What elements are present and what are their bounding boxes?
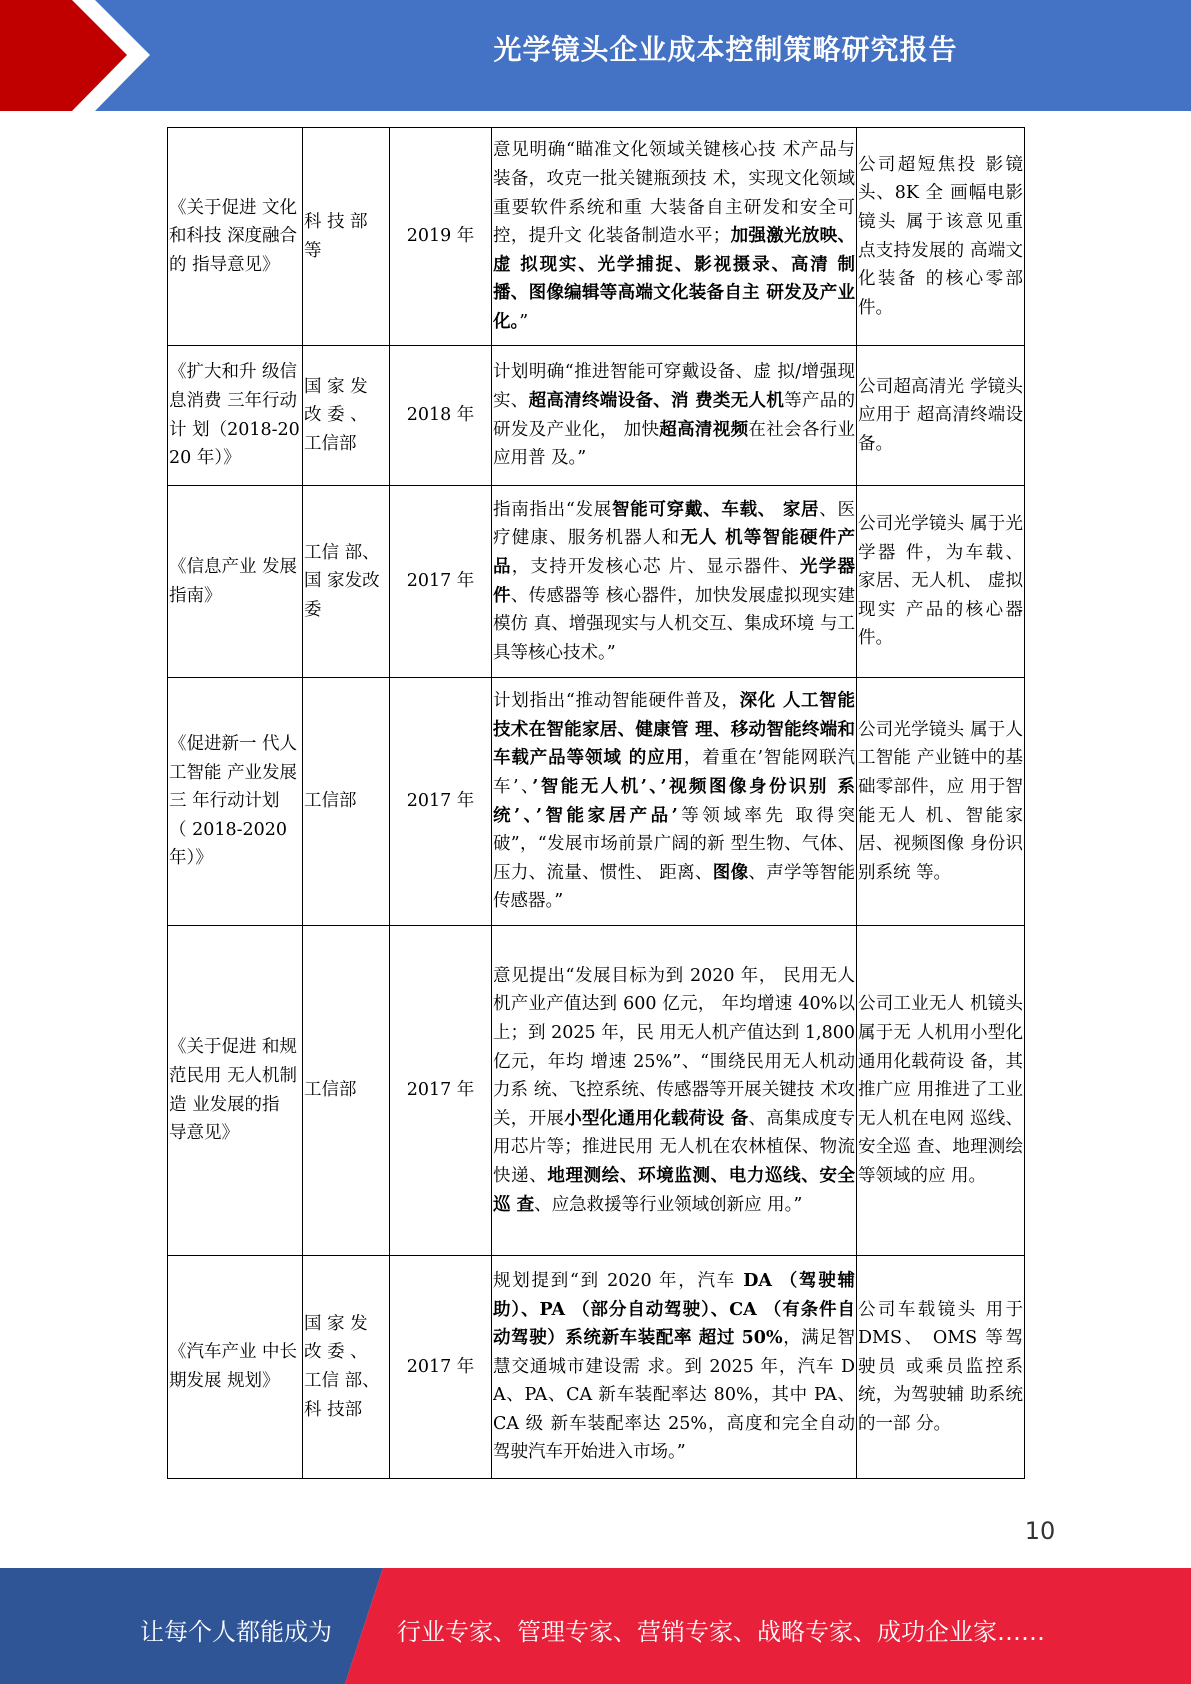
text-segment: ，支持开发核心芯 片、显示器件、 — [511, 556, 800, 577]
issuing-dept-cell: 工信 部、国 家发改 委 — [303, 486, 390, 678]
text-segment: 、声学等智能传感器。” — [493, 862, 856, 912]
issuing-dept-cell: 国 家 发 改 委 、 工信部 — [303, 346, 390, 486]
page-number: 10 — [1024, 1517, 1056, 1545]
policy-name-cell: 《信息产业 发展指南》 — [168, 486, 303, 678]
policy-content-cell — [492, 128, 857, 346]
year-cell: 2017 年 — [390, 926, 492, 1256]
policy-content-cell — [492, 926, 857, 1256]
header-arrow-icon — [0, 0, 160, 111]
text-segment: 等领域率先 取得突破”，“发展市场前景广阔的新 型生物、气体、压力、流量、惯性、 距离、 — [493, 805, 856, 883]
bold-text-segment: 智能可穿戴、车载、 家居 — [612, 499, 820, 520]
policy-content-cell — [492, 346, 857, 486]
policy-name-cell: 《促进新一 代人工智能 产业发展三 年行动计划 （ 2018-2020 年）》 — [168, 678, 303, 926]
text-segment: 指南指出“发展 — [493, 499, 613, 520]
year-cell: 2017 年 — [390, 678, 492, 926]
footer-slogan-right: 行业专家、管理专家、营销专家、战略专家、成功企业家…… — [397, 1618, 1045, 1646]
bold-text-segment: 超高清视频 — [659, 419, 749, 440]
bold-text-segment: 无人 机等智能硬件产品 — [493, 528, 856, 577]
page-footer — [0, 1568, 1191, 1684]
text-segment: 、高集成度专用芯片等；推进民用 无人机在农林植保、物流快递、 — [493, 1108, 856, 1186]
text-segment: 计划明确“推进智能可穿戴设备、虚 拟/增强现实、 — [493, 362, 855, 411]
table-row — [168, 926, 1025, 1256]
text-segment: 计划指出“推动智能硬件普及， — [493, 691, 740, 712]
bold-text-segment: 超高清终端设备、消 费类无人机 — [528, 390, 785, 411]
text-segment: 、应急救援等行业领域创新应 用。” — [534, 1194, 803, 1215]
policy-name-cell: 《关于促进 和规范民用 无人机制造 业发展的指 导意见》 — [168, 926, 303, 1256]
table-row — [168, 678, 1025, 926]
policy-content-cell — [492, 486, 857, 678]
bold-text-segment: 光学器件 — [493, 556, 856, 606]
issuing-dept-cell: 国 家 发 改 委 、 工信 部、 科 技部 — [303, 1256, 390, 1479]
company-relevance-cell: 公司光学镜头 属于人工智能 产业链中的基 础零部件，应 用于智能无人 机、智能家居、视频图像 身份识别系统 等。 — [857, 678, 1025, 926]
table-row — [168, 1256, 1025, 1479]
text-segment: 、医疗健康、服务机器人和 — [493, 499, 856, 549]
bold-text-segment: DA （驾驶辅助）、PA （部分自动驾驶）、CA （有条件自动驾驶）系统新车装配率 超过 50% — [493, 1270, 855, 1349]
table-row — [168, 128, 1025, 346]
year-cell: 2017 年 — [390, 1256, 492, 1479]
table-row — [168, 486, 1025, 678]
bold-text-segment: 图像 — [712, 862, 749, 883]
policy-content-cell — [492, 678, 857, 926]
page-header — [0, 0, 1191, 111]
report-title: 光学镜头企业成本控制策略研究报告 — [493, 33, 958, 66]
text-segment: ” — [519, 311, 529, 332]
table-row — [168, 346, 1025, 486]
policy-name-cell: 《关于促进 文化和科技 深度融合的 指导意见》 — [168, 128, 303, 346]
policy-table — [167, 127, 1025, 1479]
bold-text-segment: 小型化通用化载荷设 备 — [564, 1108, 749, 1129]
bold-text-segment: ’智能无人机’、’视频图像身份识别 系统’、’智能家居产品’ — [493, 776, 855, 826]
text-segment: 在社会各行业应用普 及。” — [493, 419, 855, 469]
bold-text-segment: 加强激光放映、虚 拟现实、光学捕捉、影视摄录、高清 制播、图像编辑等高端文化装备自主 研发及产业化。 — [493, 226, 856, 332]
text-segment: 、传感器等 核心器件，加快发展虚拟现实建模仿 真、增强现实与人机交互、集成环境 与工具等核心技术。” — [493, 585, 856, 663]
text-segment: ，满足智慧交通城市建设需 求。到 2025 年，汽车 DA、PA、CA 新车装配率达 80%，其中 PA、CA 级 新车装配率达 25%，高度和完全自动 驾驶汽车开始进入市场。” — [493, 1328, 855, 1463]
policy-name-cell: 《汽车产业 中长期发展 规划》 — [168, 1256, 303, 1479]
issuing-dept-cell: 工信部 — [303, 926, 390, 1256]
bold-text-segment: 深化 人工智能技术在智能家居、健康管 理、移动智能终端和车载产品等领域 的应用 — [493, 691, 856, 769]
company-relevance-cell: 公司车载镜头 用于 DMS、 OMS 等驾驶员 或乘员监控系 统，为驾驶辅 助系统的一部 分。 — [857, 1256, 1025, 1479]
company-relevance-cell: 公司光学镜头 属于光学器 件，为车载、 家居、无人机、 虚拟现实 产品的核心器 件。 — [857, 486, 1025, 678]
footer-slogan-left: 让每个人都能成为 — [140, 1618, 332, 1646]
year-cell: 2018 年 — [390, 346, 492, 486]
text-segment: 意见明确“瞄准文化领域关键核心技 术产品与装备，攻克一批关键瓶颈技 术，实现文化领域重要软件系统和重 大装备自主研发和安全可控，提升文 化装备制造水平； — [493, 140, 855, 247]
issuing-dept-cell: 科 技 部 等 — [303, 128, 390, 346]
company-relevance-cell: 公司超短焦投 影镜头、8K 全 画幅电影镜头 属于该意见重 点支持发展的 高端文化装备 的核心零部件。 — [857, 128, 1025, 346]
policy-name-cell: 《扩大和升 级信息消费 三年行动计 划（2018-2020 年）》 — [168, 346, 303, 486]
issuing-dept-cell: 工信部 — [303, 678, 390, 926]
year-cell: 2019 年 — [390, 128, 492, 346]
text-segment: 意见提出“发展目标为到 2020 年， 民用无人机产业产值达到 600 亿元， 年均增速 40%以上；到 2025 年，民 用无人机产值达到 1,800 亿元，年均 增速 25%”、“围绕民用无人机动力系 统、飞控系统、传感器等开展关键技 术攻关，开展 — [493, 965, 855, 1129]
company-relevance-cell: 公司超高清光 学镜头应用于 超高清终端设 备。 — [857, 346, 1025, 486]
bold-text-segment: 地理测绘、环境监测、电力巡线、安全巡 查 — [493, 1165, 856, 1215]
year-cell: 2017 年 — [390, 486, 492, 678]
text-segment: ，着重在’智能网联汽车’、 — [493, 748, 855, 797]
text-segment: 规划提到“到 2020 年，汽车 — [493, 1270, 744, 1291]
policy-content-cell — [492, 1256, 857, 1479]
text-segment: 等产品的研发及产业化， 加快 — [493, 390, 856, 440]
company-relevance-cell: 公司工业无人 机镜头属于无 人机用小型化 通用化载荷设 备，其推广应 用推进了工业无人机在电网 巡线、安全巡 查、地理测绘 等领域的应 用。 — [857, 926, 1025, 1256]
